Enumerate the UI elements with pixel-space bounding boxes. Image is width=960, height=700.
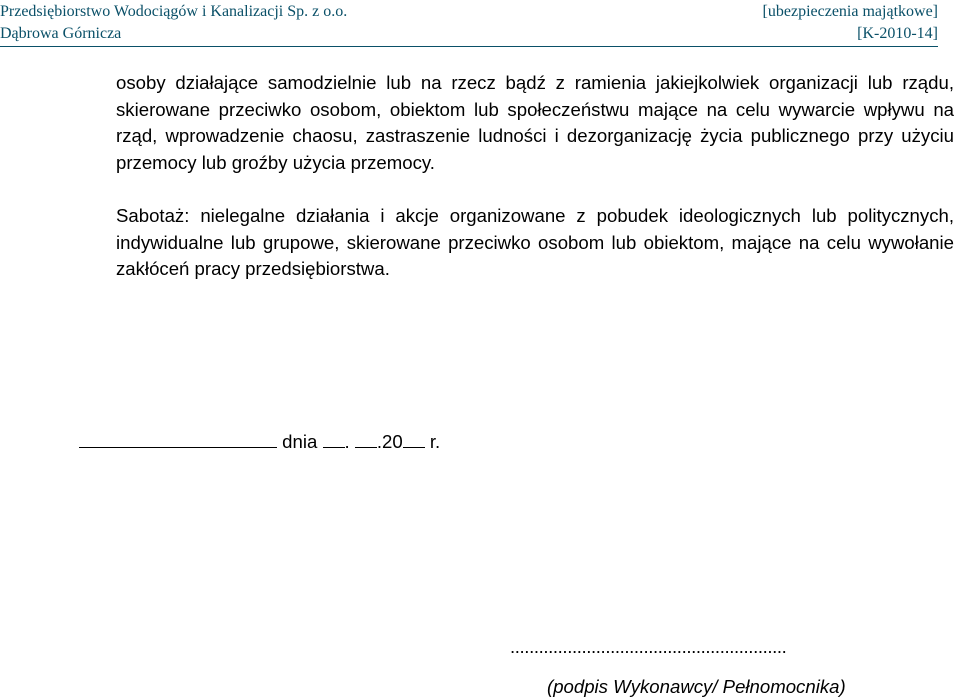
document-code: [K-2010-14] [857,25,938,42]
month-blank [355,429,377,448]
signature-label: (podpis Wykonawcy/ Pełnomocnika) [547,676,846,697]
company-city: Dąbrowa Górnicza [0,25,122,42]
document-type: [ubezpieczenia majątkowe] [762,3,938,20]
sabotage-definition-paragraph: Sabotaż: nielegalne działania i akcje organizowane z pobudek ideologicznych lub politycznych, indywidualne lub grupowe, skierowane przeciwko osobom lub obiektom, mające na celu wywołanie zakłóceń pracy przedsiębiorstwa. [116,204,954,280]
header-row-top [0,2,938,22]
terrorism-definition-paragraph: osoby działające samodzielnie lub na rzecz bądź z ramienia jakiejkolwiek organizacji lub rządu, skierowane przeciwko osobom, obiektom lub społeczeństwu mające na celu wywarcie wpływu na rząd, wprowadzenie chaosu, zastraszenie ludności i dezorganizację życia publicznego przy użyciu przemocy lub groźby użycia przemocy. [116,72,954,174]
place-blank [79,429,277,448]
date-year-prefix: .20 [376,431,403,452]
year-blank [403,429,425,448]
document-body [116,70,954,283]
header-row-bottom [0,24,938,44]
date-separator: . [344,431,350,452]
date-suffix: r. [429,431,441,452]
date-line [79,429,440,455]
signature-line: .......................................................... [510,636,787,657]
company-name: Przedsiębiorstwo Wodociągów i Kanalizacji Sp. z o.o. [0,3,348,20]
header-divider [0,46,938,47]
date-day-word: dnia [282,431,318,452]
page-header [0,0,960,48]
day-blank [323,429,345,448]
